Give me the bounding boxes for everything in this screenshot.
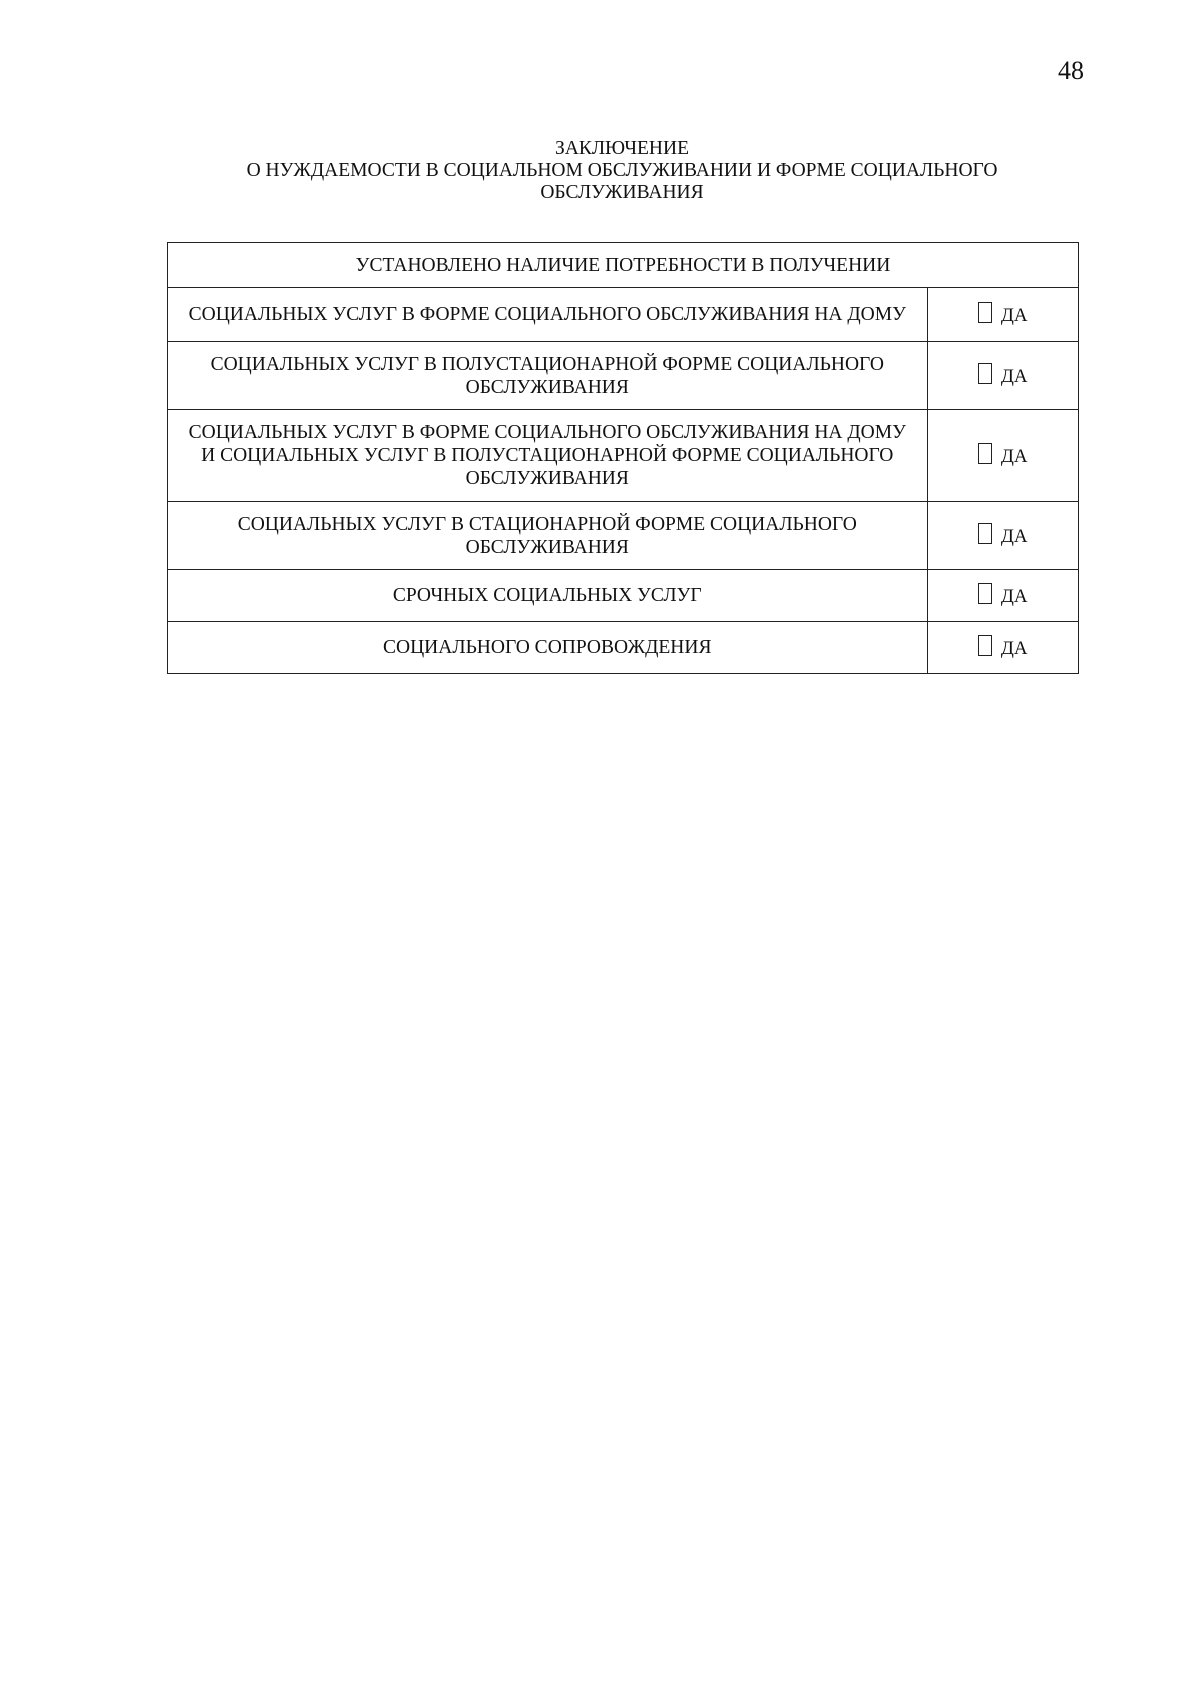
yes-checkbox-semi-stationary[interactable] <box>978 362 1028 385</box>
checkbox-box-icon[interactable] <box>978 523 992 544</box>
title-line-3: ОБСЛУЖИВАНИЯ <box>540 182 704 203</box>
yes-checkbox-urgent[interactable] <box>978 582 1028 605</box>
answer-cell <box>927 570 1078 622</box>
checkbox-box-icon[interactable] <box>978 583 992 604</box>
yes-label: ДА <box>1000 637 1028 659</box>
yes-checkbox-stationary[interactable] <box>978 522 1028 545</box>
yes-checkbox-support[interactable] <box>978 634 1028 657</box>
service-cell-semi-stationary <box>168 342 928 410</box>
table-header-row <box>168 243 1079 288</box>
yes-label: ДА <box>1000 304 1028 326</box>
table-row <box>168 502 1079 570</box>
title-line-2: О НУЖДАЕМОСТИ В СОЦИАЛЬНОМ ОБСЛУЖИВАНИИ И ФОРМЕ СОЦИАЛЬНОГО <box>246 160 998 181</box>
service-line: ОБСЛУЖИВАНИЯ <box>465 536 629 558</box>
checkbox-box-icon[interactable] <box>978 635 992 656</box>
service-line: СОЦИАЛЬНЫХ УСЛУГ В ФОРМЕ СОЦИАЛЬНОГО ОБСЛУЖИВАНИЯ НА ДОМУ <box>188 422 906 443</box>
answer-cell <box>927 342 1078 410</box>
service-line: СРОЧНЫХ СОЦИАЛЬНЫХ УСЛУГ <box>392 585 702 606</box>
table-row <box>168 410 1079 502</box>
document-title <box>167 138 1077 204</box>
service-cell-urgent <box>168 570 928 622</box>
service-line: СОЦИАЛЬНЫХ УСЛУГ В СТАЦИОНАРНОЙ ФОРМЕ СОЦИАЛЬНОГО <box>237 513 857 535</box>
answer-cell <box>927 288 1078 342</box>
answer-cell <box>927 502 1078 570</box>
yes-label: ДА <box>1000 525 1028 547</box>
service-cell-home <box>168 288 928 342</box>
service-cell-home-and-semi-stationary <box>168 410 928 502</box>
title-line-1: ЗАКЛЮЧЕНИЕ <box>554 138 690 159</box>
service-line: СОЦИАЛЬНЫХ УСЛУГ В ФОРМЕ СОЦИАЛЬНОГО ОБСЛУЖИВАНИЯ НА ДОМУ <box>188 304 906 325</box>
answer-cell <box>927 622 1078 674</box>
table-row <box>168 570 1079 622</box>
service-cell-support <box>168 622 928 674</box>
service-line: ОБСЛУЖИВАНИЯ <box>465 468 629 489</box>
answer-cell <box>927 410 1078 502</box>
service-line: СОЦИАЛЬНОГО СОПРОВОЖДЕНИЯ <box>383 637 712 658</box>
service-line: И СОЦИАЛЬНЫХ УСЛУГ В ПОЛУСТАЦИОНАРНОЙ ФОРМЕ СОЦИАЛЬНОГО <box>201 445 894 466</box>
service-line: ОБСЛУЖИВАНИЯ <box>465 376 629 398</box>
checkbox-box-icon[interactable] <box>978 302 992 323</box>
yes-checkbox-home-and-semi-stationary[interactable] <box>978 442 1028 465</box>
checkbox-box-icon[interactable] <box>978 363 992 384</box>
table-row <box>168 622 1079 674</box>
conclusion-table <box>167 242 1079 674</box>
yes-label: ДА <box>1000 445 1028 467</box>
yes-label: ДА <box>1000 585 1028 607</box>
table-row <box>168 288 1079 342</box>
service-cell-stationary <box>168 502 928 570</box>
table-header: УСТАНОВЛЕНО НАЛИЧИЕ ПОТРЕБНОСТИ В ПОЛУЧЕНИИ <box>168 243 1079 288</box>
yes-checkbox-home[interactable] <box>978 301 1028 324</box>
service-line: СОЦИАЛЬНЫХ УСЛУГ В ПОЛУСТАЦИОНАРНОЙ ФОРМЕ СОЦИАЛЬНОГО <box>210 353 884 375</box>
checkbox-box-icon[interactable] <box>978 443 992 464</box>
table-row <box>168 342 1079 410</box>
yes-label: ДА <box>1000 365 1028 387</box>
page-number: 48 <box>1058 56 1084 85</box>
